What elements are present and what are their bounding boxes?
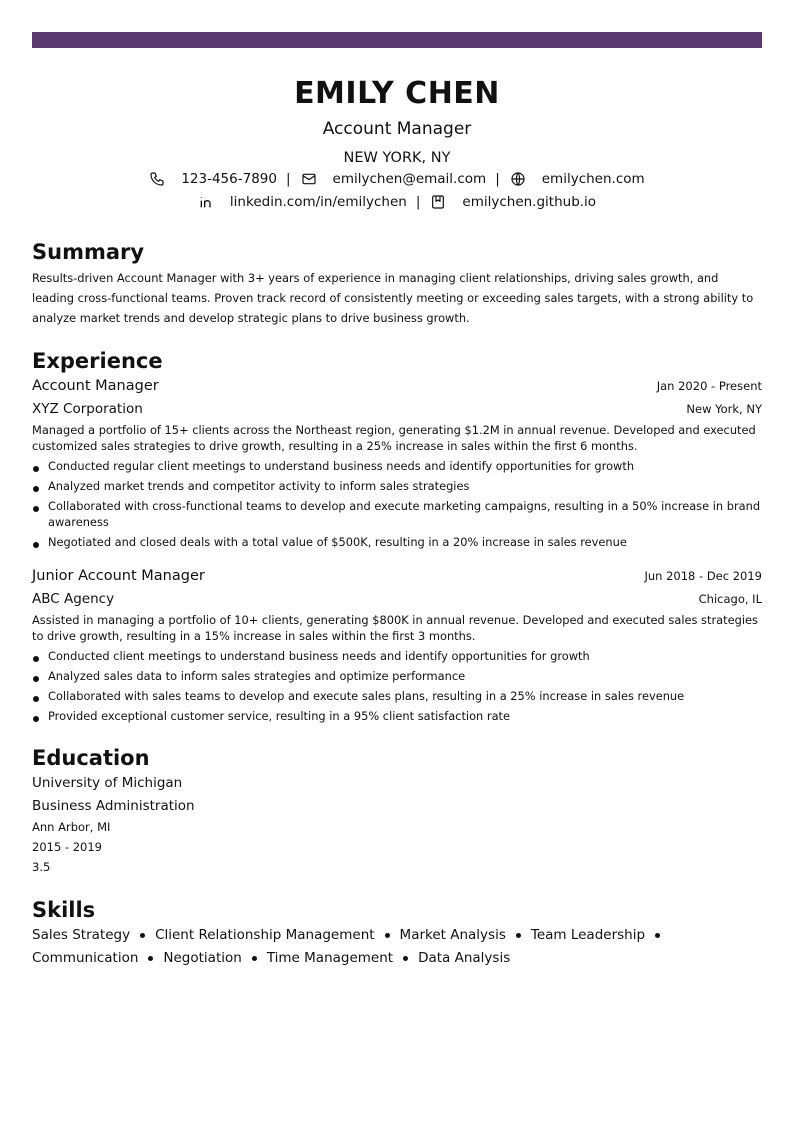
skill-label: Client Relationship Management (155, 927, 375, 943)
section-heading: Summary (32, 240, 145, 264)
list-item (32, 478, 762, 494)
bullet-dot-icon (33, 656, 39, 662)
separator: | (415, 194, 421, 210)
skill-item (155, 924, 399, 947)
contact-row (32, 169, 762, 189)
email-icon (301, 171, 317, 187)
bullet-dot-icon (33, 506, 39, 512)
skills-list (32, 924, 762, 970)
phone-text[interactable]: 123-456-7890 (181, 171, 277, 187)
bullet-dot-icon (33, 696, 39, 702)
bullet-dot-icon (33, 466, 39, 472)
resume-header (32, 76, 762, 212)
skill-separator-dot-icon (655, 933, 660, 938)
summary-section (32, 239, 762, 328)
skills-section (32, 897, 762, 970)
section-heading: Education (32, 746, 150, 770)
skill-label: Team Leadership (530, 927, 646, 943)
job-dates: Jan 2020 - Present (656, 379, 762, 393)
candidate-location: NEW YORK, NY (343, 150, 451, 166)
list-item (32, 458, 762, 474)
skill-separator-dot-icon (140, 933, 145, 938)
education-section (32, 745, 762, 876)
skill-separator-dot-icon (148, 956, 153, 961)
bullet-text: Analyzed market trends and competitor activity to inform sales strategies (48, 479, 470, 493)
list-item (32, 668, 762, 684)
education-location: Ann Arbor, MI (32, 820, 111, 834)
job-location: Chicago, IL (698, 592, 762, 606)
contact-row (32, 192, 762, 212)
skill-separator-dot-icon (252, 956, 257, 961)
section-heading: Experience (32, 349, 163, 373)
skill-item (400, 924, 531, 947)
list-item (32, 708, 762, 724)
candidate-title: Account Manager (322, 119, 472, 139)
bullet-text: Collaborated with cross-functional teams to develop and execute marketing campaigns, resulting in a 50% increase in brand awareness (48, 499, 761, 529)
job-entry (32, 375, 762, 550)
list-item (32, 534, 762, 550)
bullet-text: Collaborated with sales teams to develop and execute sales plans, resulting in a 25% increase in sales revenue (48, 689, 685, 703)
skill-label: Sales Strategy (32, 927, 131, 943)
skill-label: Negotiation (163, 950, 242, 966)
summary-text: Results-driven Account Manager with 3+ years of experience in managing client relationships, driving sales growth, and leading cross-functional teams. Proven track record of consistently meeting or exceeding sales targets, with a strong ability to analyze market trends and develop strategic plans to drive business growth. (32, 271, 754, 325)
separator: | (495, 171, 500, 187)
bullet-text: Analyzed sales data to inform sales strategies and optimize performance (48, 669, 466, 683)
skill-label: Market Analysis (399, 927, 506, 943)
skill-item (267, 947, 418, 970)
job-entry (32, 565, 762, 724)
job-bullets (32, 458, 762, 550)
skill-item (163, 947, 266, 970)
section-heading: Skills (32, 898, 96, 922)
skill-item (531, 924, 670, 947)
job-role: Junior Account Manager (32, 568, 205, 584)
skill-item (32, 924, 155, 947)
github-link[interactable]: emilychen.github.io (462, 194, 597, 210)
bullet-text: Negotiated and closed deals with a total value of $500K, resulting in a 20% increase in sales revenue (48, 535, 627, 549)
globe-icon (510, 171, 526, 187)
skill-label: Data Analysis (418, 950, 511, 966)
skill-item (32, 947, 163, 970)
skill-label: Communication (32, 950, 139, 966)
education-years: 2015 - 2019 (32, 840, 102, 854)
linkedin-link[interactable]: linkedin.com/in/emilychen (229, 194, 407, 210)
bullet-dot-icon (33, 542, 39, 548)
bullet-text: Conducted client meetings to understand business needs and identify opportunities for growth (48, 649, 590, 663)
experience-section (32, 348, 762, 724)
job-description: Assisted in managing a portfolio of 10+ clients, generating $800K in annual revenue. Developed and executed sales strategies to drive growth, resulting in a 15% increase in sales within the first 3 months. (32, 613, 758, 643)
skill-separator-dot-icon (385, 933, 390, 938)
accent-bar (32, 32, 762, 48)
linkedin-icon (198, 194, 214, 210)
education-gpa: 3.5 (32, 860, 51, 874)
job-company: XYZ Corporation (32, 401, 143, 417)
bullet-dot-icon (33, 676, 39, 682)
skill-separator-dot-icon (516, 933, 521, 938)
job-role: Account Manager (32, 378, 159, 394)
bullet-text: Conducted regular client meetings to understand business needs and identify opportunities for growth (48, 459, 635, 473)
job-dates: Jun 2018 - Dec 2019 (644, 569, 762, 583)
phone-icon (149, 171, 165, 187)
skill-item (418, 947, 510, 970)
bookmark-icon (430, 194, 446, 210)
list-item (32, 498, 762, 530)
job-description: Managed a portfolio of 15+ clients across the Northeast region, generating $1.2M in annual revenue. Developed and executed customized sales strategies to drive growth, resulting in a 25% increase in sales within the first 6 months. (32, 423, 756, 453)
job-location: New York, NY (686, 402, 762, 416)
candidate-name: EMILY CHEN (294, 76, 500, 111)
resume-page (32, 32, 762, 970)
job-company: ABC Agency (32, 591, 115, 607)
skill-separator-dot-icon (403, 956, 408, 961)
education-degree: Business Administration (32, 798, 195, 814)
website-link[interactable]: emilychen.com (541, 171, 645, 187)
list-item (32, 648, 762, 664)
skill-label: Time Management (266, 950, 394, 966)
separator: | (285, 171, 291, 187)
email-link[interactable]: emilychen@email.com (332, 171, 487, 187)
bullet-text: Provided exceptional customer service, resulting in a 95% client satisfaction rate (48, 709, 511, 723)
bullet-dot-icon (33, 486, 39, 492)
list-item (32, 688, 762, 704)
education-school: University of Michigan (32, 775, 183, 791)
bullet-dot-icon (33, 716, 39, 722)
job-bullets (32, 648, 762, 724)
